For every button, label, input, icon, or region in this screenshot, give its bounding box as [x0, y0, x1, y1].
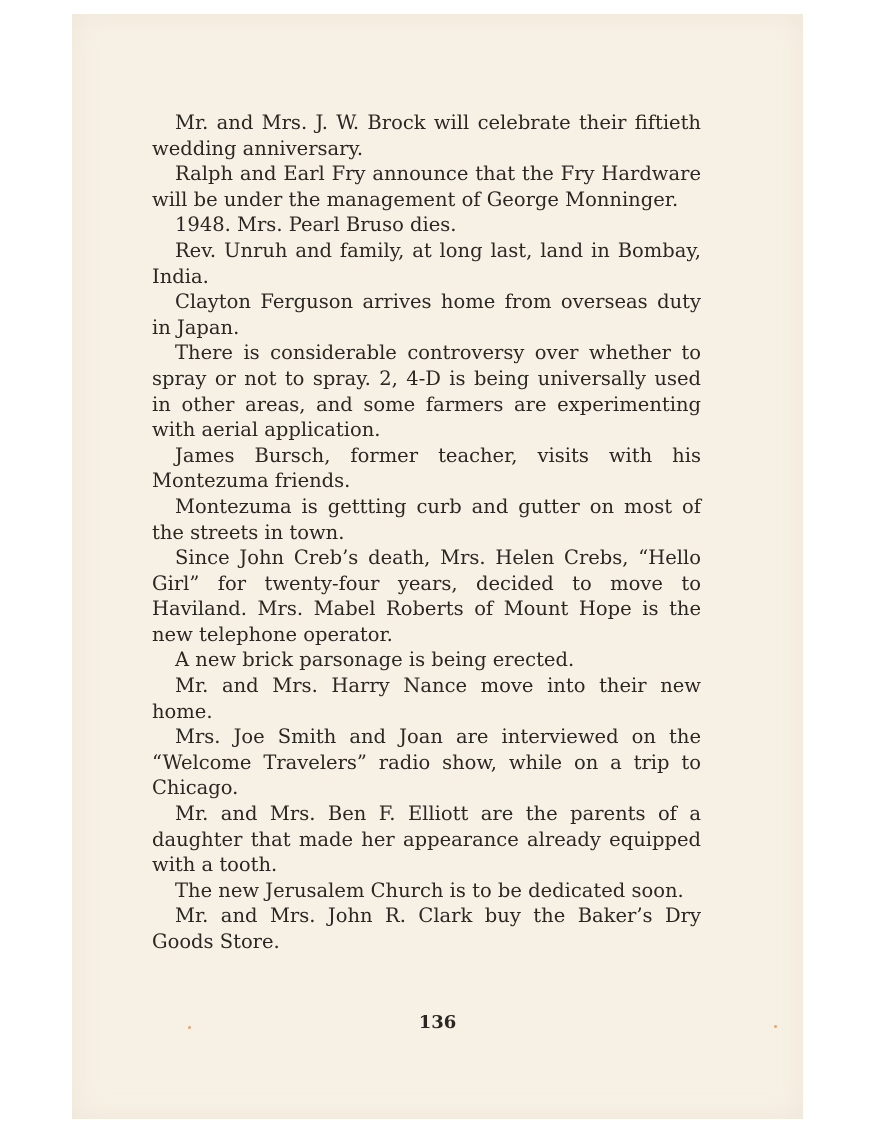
paper-speck: [774, 1025, 777, 1028]
paragraph: Mr. and Mrs. Harry Nance move into their new home.: [152, 674, 701, 723]
paragraph: Mr. and Mrs. Ben F. Elliott are the parents of a daughter that made her appearance already equipped with a tooth.: [152, 802, 701, 877]
paragraph: A new brick parsonage is being erected.: [175, 648, 575, 672]
paragraph: Mrs. Joe Smith and Joan are interviewed on the “Welcome Travelers” radio show, while on a trip to Chicago.: [152, 725, 701, 800]
paper-speck: [188, 1026, 191, 1029]
paragraph: The new Jerusalem Church is to be dedicated soon.: [175, 878, 684, 902]
paragraph: Mr. and Mrs. John R. Clark buy the Baker’s Dry Goods Store.: [152, 904, 701, 953]
book-page: [72, 14, 803, 1119]
paragraph: 1948. Mrs. Pearl Bruso dies.: [175, 213, 457, 237]
page-number: 136: [418, 1012, 457, 1033]
page-body: [152, 110, 701, 955]
paragraph: Ralph and Earl Fry announce that the Fry Hardware will be under the management of George Monninger.: [152, 162, 701, 211]
paragraph: Since John Creb’s death, Mrs. Helen Crebs, “Hello Girl” for twenty-four years, decided to move to Haviland. Mrs. Mabel Roberts of Mount Hope is the new telephone operator.: [152, 546, 701, 646]
paragraph: There is considerable controversy over whether to spray or not to spray. 2, 4-D is being universally used in other areas, and some farmers are experimenting with aerial application.: [152, 341, 701, 442]
paragraph: Mr. and Mrs. J. W. Brock will celebrate their fiftieth wedding anniversary.: [152, 111, 701, 160]
paragraph: Rev. Unruh and family, at long last, land in Bombay, India.: [152, 238, 701, 288]
paragraph: Clayton Ferguson arrives home from overseas duty in Japan.: [152, 290, 701, 339]
paragraph: Montezuma is gettting curb and gutter on most of the streets in town.: [152, 494, 701, 544]
paragraph: James Bursch, former teacher, visits with his Montezuma friends.: [152, 443, 701, 493]
